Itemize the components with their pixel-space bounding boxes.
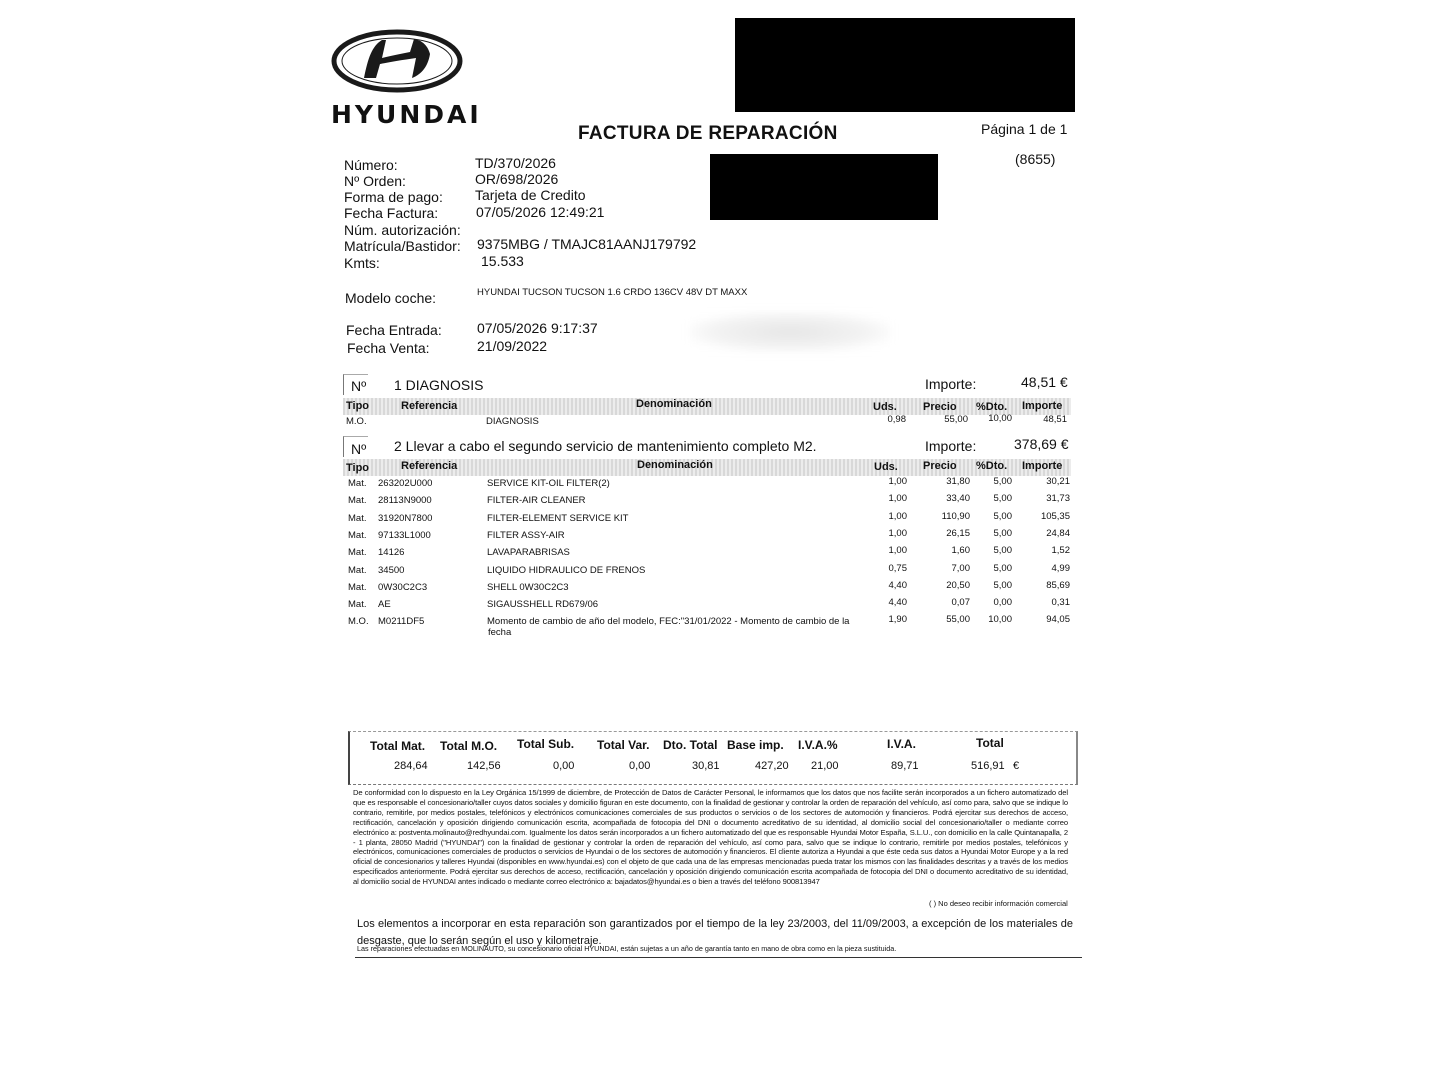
col-dto: %Dto.: [976, 460, 1008, 472]
row-dto: 5,00: [993, 510, 1012, 522]
numero-label: Número:: [344, 157, 398, 173]
row-tipo: Mat.: [348, 599, 367, 611]
total-label: Total: [976, 736, 1004, 750]
section-importe-label: Importe:: [925, 438, 977, 454]
row-dto: 5,00: [993, 493, 1012, 505]
col-importe: Importe: [1022, 400, 1063, 412]
row-referencia: 0W30C2C3: [378, 581, 428, 593]
total-sub-value: 0,00: [553, 760, 575, 772]
venta-label: Fecha Venta:: [347, 340, 430, 356]
section-title: 1 DIAGNOSIS: [394, 377, 484, 393]
row-uds: 0,98: [887, 414, 906, 425]
dto-total-value: 30,81: [692, 760, 720, 772]
row-referencia: 28113N9000: [378, 495, 432, 507]
row-dto: 0,00: [993, 597, 1012, 609]
venta-value: 21/09/2022: [477, 338, 548, 354]
row-importe: 0,31: [1051, 597, 1070, 609]
col-tipo: Tipo: [346, 462, 370, 474]
row-precio: 7,00: [951, 562, 970, 574]
row-tipo: Mat.: [348, 529, 367, 541]
row-tipo: Mat.: [348, 564, 367, 576]
orden-label: Nº Orden:: [344, 173, 406, 189]
row-precio: 31,80: [946, 476, 970, 487]
row-precio: 110,90: [941, 510, 970, 522]
row-tipo: Mat.: [348, 495, 367, 507]
total-var-label: Total Var.: [597, 738, 650, 752]
row-referencia: 263202U000: [378, 478, 433, 489]
row-tipo: M.O.: [348, 616, 369, 628]
row-precio: 33,40: [946, 493, 970, 505]
col-uds: Uds.: [873, 401, 897, 413]
totals-box: [348, 731, 1078, 785]
kmts-value: 15.533: [481, 253, 524, 269]
col-referencia: Referencia: [401, 400, 458, 412]
row-uds: 1,00: [888, 476, 907, 487]
divider: [355, 957, 1082, 958]
row-denominacion: LAVAPARABRISAS: [487, 547, 570, 559]
row-precio: 1,60: [951, 545, 970, 557]
redacted-block-header: [710, 154, 938, 220]
currency-symbol: €: [1013, 760, 1020, 772]
row-precio: 55,00: [944, 414, 968, 425]
page-number: Página 1 de 1: [981, 121, 1068, 137]
row-uds: 1,00: [888, 527, 907, 539]
brand-name: HYUNDAI: [331, 100, 482, 129]
row-denominacion: SIGAUSSHELL RD679/06: [487, 599, 599, 611]
total-mat-value: 284,64: [394, 760, 428, 772]
col-denominacion: Denominación: [637, 459, 713, 471]
col-dto: %Dto.: [976, 401, 1008, 413]
row-dto: 5,00: [993, 579, 1012, 591]
section-2: [343, 436, 1071, 646]
section-importe: 48,51 €: [1021, 374, 1068, 390]
table-row: [343, 527, 1071, 542]
row-dto: 5,00: [993, 527, 1012, 539]
pago-value: Tarjeta de Credito: [475, 187, 586, 203]
kmts-label: Kmts:: [344, 255, 380, 271]
row-importe: 48,51: [1043, 414, 1067, 425]
total-mat-label: Total Mat.: [370, 739, 426, 753]
row-uds: 4,40: [888, 579, 907, 591]
row-tipo: M.O.: [346, 416, 367, 427]
row-importe: 24,84: [1046, 527, 1070, 539]
fecha-factura-label: Fecha Factura:: [344, 205, 439, 221]
row-uds: 1,00: [888, 493, 907, 505]
row-denominacion-cont: fecha: [488, 627, 512, 639]
legal-text: De conformidad con lo dispuesto en la Ley Orgánica 15/1999 de diciembre, de Protección de Datos de Carácter Personal, le informamos que los datos que nos facilite serán incorporados a un fichero automatizado del que es responsable el concesionario/taller cuyos datos sociales y domicilio figuran en este documento, con la finalidad de gestionar y controlar la orden de reparación del vehículo, así como para, salvo que se indique lo contrario, remitirle, por medios postales, telefónicos y electrónicos comunicaciones comerciales de sus productos o servicios o de los sectores de automoción y financieros. Podrá ejercitar sus derechos de acceso, rectificación, cancelación y oposición dirigiendo comunicación escrita, acompañada de fotocopia del DNI o documento acreditativo de su identidad, al domicilio social del concesionario/taller o mediante correo electrónico a: postventa.molinauto@redhyundai.com. Igualmente los datos serán incorporados a un fichero automatizado del que es responsable Hyundai Motor España, S.L.U., con domicilio en la calle Quintanapalla, 2 - 1 planta, 28050 Madrid ("HYUNDAI") con la finalidad de gestionar y controlar la orden de reparación del vehículo, así como para, salvo que se indique lo contrario, remitirle por medios postales, telefónicos y electrónicos, comunicaciones comerciales de productos o servicios de Hyundai o de los sectores de automoción y financieros. El cliente autoriza a Hyundai a que éste ceda sus datos a Hyundai Motor Europe y a la red oficial de concesionarios y talleres Hyundai (disponibles en www.hyundai.es) con el objeto de que cada una de las empresas mencionadas pueda tratar los mismos con las finalidades descritas y a través de los medios especificados anteriormente. Podrá ejercitar sus derechos de acceso, rectificación, cancelación y oposición dirigiendo comunicación escrita acompañada de fotocopia del DNI o documento acreditativo de su identidad, al domicilio social de HYUNDAI antes indicado o mediante correo electrónico a: bajadatos@hyundai.es o bien a través del teléfono 900813947: [353, 788, 1068, 887]
reparaciones-text: Las reparaciones efectuadas en MOLINAUTO, su concesionario oficial HYUNDAI, están sujetas a un año de garantía tanto en mano de obra como en la pieza sustituida.: [357, 944, 897, 953]
total-sub-label: Total Sub.: [517, 737, 575, 751]
entrada-value: 07/05/2026 9:17:37: [477, 320, 598, 336]
row-referencia: 34500: [378, 564, 405, 576]
table-row: [343, 495, 1071, 507]
col-precio: Precio: [923, 460, 957, 472]
redacted-block-top: [735, 18, 1075, 112]
row-importe: 85,69: [1046, 579, 1070, 591]
total-var-value: 0,00: [629, 760, 651, 772]
row-uds: 0,75: [888, 562, 907, 574]
table-row: [343, 599, 1071, 611]
row-tipo: Mat.: [348, 478, 367, 489]
total-mo-label: Total M.O.: [440, 739, 498, 753]
row-importe: 105,35: [1040, 510, 1070, 522]
section-importe: 378,69 €: [1014, 436, 1069, 452]
col-precio: Precio: [923, 401, 957, 413]
row-precio: 55,00: [946, 614, 970, 626]
row-dto: 5,00: [993, 545, 1012, 557]
row-importe: 4,99: [1051, 562, 1070, 574]
row-denominacion: SERVICE KIT-OIL FILTER(2): [487, 478, 610, 489]
col-uds: Uds.: [874, 461, 898, 473]
col-tipo: Tipo: [346, 400, 370, 412]
iva-pct-label: I.V.A.%: [798, 738, 838, 752]
total-value: 516,91: [971, 760, 1005, 772]
table-row: [343, 614, 1071, 639]
row-precio: 20,50: [946, 579, 970, 591]
row-precio: 0,07: [951, 597, 970, 609]
row-tipo: Mat.: [348, 512, 367, 524]
col-referencia: Referencia: [401, 460, 458, 472]
row-uds: 1,00: [888, 510, 907, 522]
row-tipo: Mat.: [348, 547, 367, 559]
col-importe: Importe: [1022, 460, 1063, 472]
section-n-label: Nº: [351, 378, 367, 394]
base-imp-value: 427,20: [755, 760, 789, 772]
col-denominacion: Denominación: [636, 398, 712, 410]
base-imp-label: Base imp.: [727, 738, 784, 752]
table-row: [343, 562, 1071, 577]
section-n-label: Nº: [351, 441, 367, 457]
table-row: [343, 547, 1071, 559]
section-title: 2 Llevar a cabo el segundo servicio de mantenimiento completo M2.: [394, 438, 817, 454]
row-importe: 30,21: [1046, 476, 1070, 487]
document-title: FACTURA DE REPARACIÓN: [578, 123, 838, 144]
row-denominacion: DIAGNOSIS: [486, 416, 539, 427]
row-referencia: AE: [378, 599, 391, 611]
row-denominacion: FILTER ASSY-AIR: [487, 529, 565, 541]
row-dto: 5,00: [993, 562, 1012, 574]
row-referencia: 14126: [378, 547, 405, 559]
row-referencia: 97133L1000: [378, 529, 431, 541]
modelo-label: Modelo coche:: [345, 290, 437, 306]
iva-value: 89,71: [891, 760, 919, 772]
row-dto: 10,00: [988, 614, 1012, 626]
section-1: [343, 374, 1071, 428]
iva-label: I.V.A.: [887, 737, 916, 751]
table-row: [343, 413, 1071, 428]
row-denominacion: FILTER-AIR CLEANER: [487, 495, 586, 507]
matricula-value: 9375MBG / TMAJC81AANJ179792: [477, 236, 697, 252]
row-importe: 94,05: [1046, 614, 1070, 626]
row-importe: 1,52: [1051, 545, 1070, 557]
row-dto: 5,00: [993, 476, 1012, 487]
no-desea-checkbox-label: ( ) No deseo recibir información comercial: [929, 899, 1068, 908]
fecha-factura-value: 07/05/2026 12:49:21: [476, 204, 605, 220]
numero-value: TD/370/2026: [475, 155, 556, 171]
orden-value: OR/698/2026: [475, 171, 559, 187]
row-denominacion: SHELL 0W30C2C3: [487, 581, 569, 593]
column-header: [343, 398, 1071, 415]
row-dto: 10,00: [988, 413, 1012, 424]
row-referencia: M0211DF5: [378, 616, 425, 628]
column-header: [343, 459, 1071, 476]
entrada-label: Fecha Entrada:: [346, 322, 442, 338]
document-code: (8655): [1015, 151, 1056, 167]
row-uds: 1,00: [888, 545, 907, 557]
iva-pct-value: 21,00: [811, 760, 839, 772]
dto-total-label: Dto. Total: [663, 738, 718, 752]
garantia-text: Los elementos a incorporar en esta reparación son garantizados por el tiempo de la ley 23/2003, del 11/09/2003, a excepción de los materiales de desgaste, que lo serán según el uso y kilometraje.: [357, 918, 1073, 947]
modelo-value: HYUNDAI TUCSON TUCSON 1.6 CRDO 136CV 48V DT MAXX: [477, 287, 748, 298]
total-mo-value: 142,56: [467, 760, 501, 772]
row-referencia: 31920N7800: [378, 512, 433, 524]
row-uds: 4,40: [888, 597, 907, 609]
row-tipo: Mat.: [348, 581, 367, 593]
row-precio: 26,15: [946, 527, 970, 539]
row-denominacion: Momento de cambio de año del modelo, FEC:"31/01/2022 - Momento de cambio de la: [487, 616, 850, 628]
row-denominacion: LIQUIDO HIDRAULICO DE FRENOS: [487, 564, 646, 576]
table-row: [343, 510, 1071, 525]
pago-label: Forma de pago:: [344, 189, 443, 205]
row-importe: 31,73: [1046, 493, 1070, 505]
blurred-area: [690, 312, 890, 352]
table-row: [343, 478, 1071, 490]
row-uds: 1,90: [888, 614, 907, 626]
table-row: [343, 579, 1071, 594]
autorizacion-label: Núm. autorización:: [344, 222, 461, 238]
section-importe-label: Importe:: [925, 376, 977, 392]
matricula-label: Matrícula/Bastidor:: [344, 238, 461, 254]
row-denominacion: FILTER-ELEMENT SERVICE KIT: [487, 512, 629, 524]
